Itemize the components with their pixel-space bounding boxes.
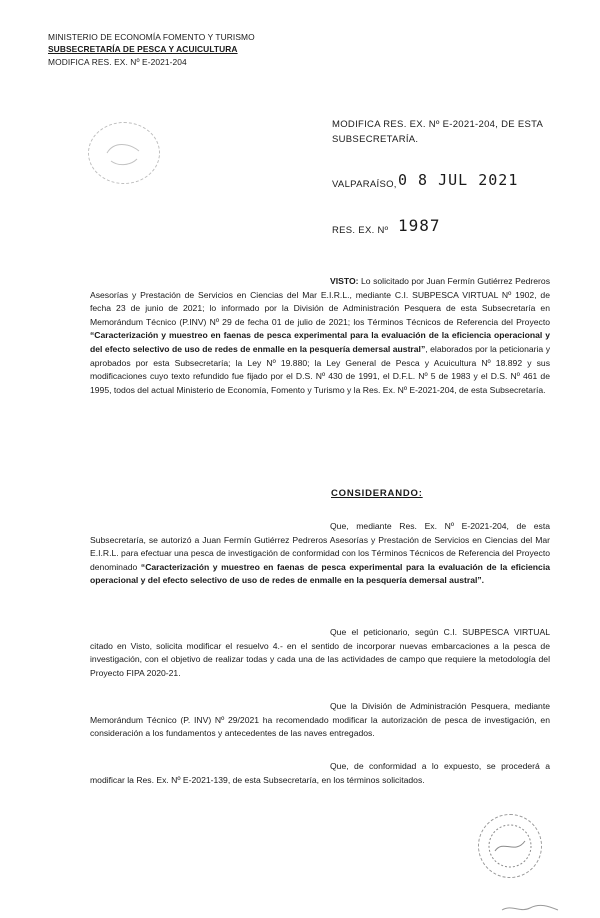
- visto-text-2: , elaborados por la peticionaria y aprobados por esta Subsecretaría; la Ley Nº 19.880; la Ley General de Pesca y Acuicultura Nº 18.892 y sus modificaciones cuyo texto refundido fue fijado por el D.S. Nº 430 de 1991, el D.F.L. Nº 5 de 1983 y el D.S. Nº 461 de 1995, todos del actual Ministerio de Economía, Fomento y Turismo y la Res. Ex. Nº E-2021-204, de esta Subsecretaría.: [90, 343, 550, 395]
- considerando-paragraph-1: [90, 520, 550, 588]
- subject-line-1: MODIFICA RES. EX. Nº E-2021-204, DE ESTA: [332, 119, 544, 130]
- subsecretaria-name: SUBSECRETARÍA DE PESCA Y ACUICULTURA: [48, 44, 238, 54]
- visto-paragraph: [90, 275, 550, 397]
- considerando-1-text: Que, mediante Res. Ex. Nº E-2021-204, de esta Subsecretaría, se autorizó a Juan Fermín Gutiérrez Pedreros Asesorías y Prestación de Servicios en Ciencias del Mar E.I.R.L. para efectuar una pesca de investigación de conformidad con los Términos Técnicos de Referencia del Proyecto denominado: [90, 521, 550, 572]
- visto-project-title: “Caracterización y muestreo en faenas de pesca experimental para la evaluación de la eficiencia operacional y del efecto selectivo de uso de redes de enmalle en la pesquería demersal austral”: [90, 330, 550, 354]
- place-label: VALPARAÍSO,: [332, 179, 397, 190]
- considerando-1-project: “Caracterización y muestreo en faenas de pesca experimental para la evaluación de la eficiencia operacional y del efecto selectivo de uso de redes de enmalle en la pesquería demersal austral”.: [90, 561, 550, 586]
- office-stamp-icon: [88, 122, 160, 184]
- official-seal-icon: [478, 814, 542, 878]
- considerando-paragraph-2: Que el peticionario, según C.I. SUBPESCA VIRTUAL citado en Visto, solicita modificar el resuelvo 4.- en el sentido de incorporar nuevas embarcaciones a la pesca de investigación, con el objetivo de realizar todas y cada una de las actividades de campo que requiere la metodología del Proyecto FIPA 2020-21.: [90, 627, 550, 678]
- visto-text-1: Lo solicitado por Juan Fermín Gutiérrez Pedreros Asesorías y Prestación de Servicios en Ciencias del Mar E.I.R.L., mediante C.I. SUBPESCA VIRTUAL Nº 1902, de fecha 23 de junio de 2021; lo informado por la División de Administración Pesquera de esta Subsecretaría en Memorándum Técnico (P.INV) Nº 29 de fecha 01 de julio de 2021; los Términos Técnicos de Referencia del Proyecto: [90, 276, 550, 327]
- ministry-name: MINISTERIO DE ECONOMÍA FOMENTO Y TURISMO: [48, 32, 255, 42]
- res-label: RES. EX. Nº: [332, 225, 389, 236]
- resolution-date: 0 8 JUL 2021: [398, 171, 519, 189]
- resolution-number: 1987: [398, 216, 441, 235]
- considerando-paragraph-3: Que la División de Administración Pesquera, mediante Memorándum Técnico (P. INV) Nº 29/2021 ha recomendado modificar la autorización de pesca de investigación, en consideración a los fundamentos y antecedentes de las naves entregados.: [90, 701, 550, 739]
- considerando-paragraph-4: Que, de conformidad a lo expuesto, se procederá a modificar la Res. Ex. Nº E-2021-139, de esta Subsecretaría, en los términos solicitados.: [90, 761, 550, 785]
- document-ref: MODIFICA RES. EX. Nº E-2021-204: [48, 57, 187, 67]
- considerando-title: CONSIDERANDO:: [331, 488, 423, 499]
- visto-label: VISTO:: [330, 276, 359, 286]
- subject-line-2: SUBSECRETARÍA.: [332, 134, 419, 145]
- signature-mark-icon: [500, 902, 560, 914]
